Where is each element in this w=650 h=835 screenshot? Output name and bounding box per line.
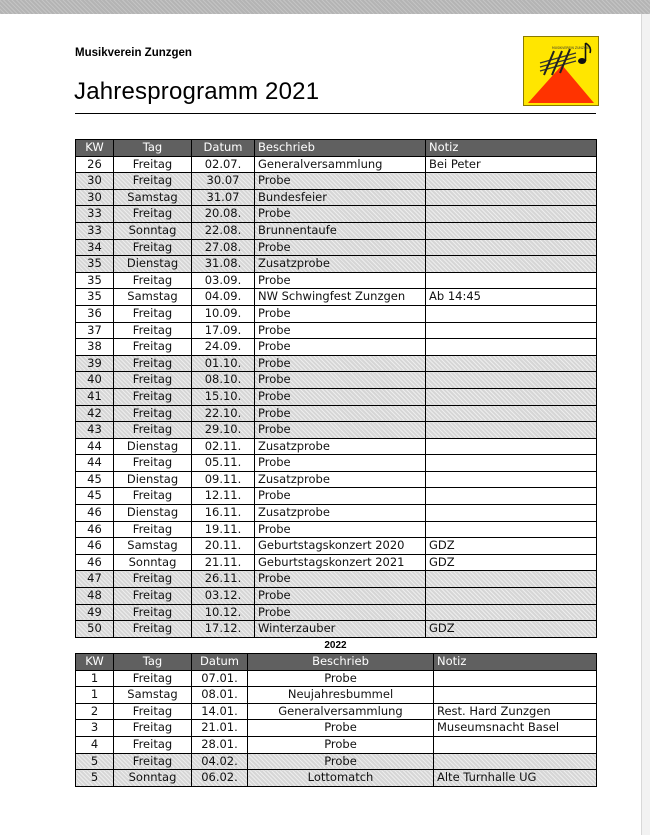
header-beschrieb: Beschrieb [248, 654, 434, 671]
cell-notiz: GDZ [426, 538, 597, 555]
cell-tag: Freitag [114, 388, 192, 405]
cell-kw: 48 [76, 588, 114, 605]
cell-tag: Freitag [114, 521, 192, 538]
page-title: Jahresprogramm 2021 [74, 78, 320, 105]
cell-datum: 24.09. [192, 339, 255, 356]
cell-kw: 42 [76, 405, 114, 422]
cell-tag: Samstag [114, 687, 192, 704]
cell-datum: 10.12. [192, 604, 255, 621]
svg-text:MUSIKVEREIN ZUNZGEN: MUSIKVEREIN ZUNZGEN [552, 46, 591, 50]
cell-beschrieb: Probe [255, 405, 426, 422]
cell-datum: 08.10. [192, 372, 255, 389]
table-row [76, 189, 597, 206]
cell-datum: 20.08. [192, 206, 255, 223]
cell-tag: Dienstag [114, 471, 192, 488]
cell-tag: Dienstag [114, 505, 192, 522]
cell-beschrieb: Zusatzprobe [255, 438, 426, 455]
cell-notiz [434, 670, 597, 687]
cell-notiz [434, 753, 597, 770]
cell-notiz: GDZ [426, 554, 597, 571]
cell-beschrieb: Zusatzprobe [255, 505, 426, 522]
cell-tag: Freitag [114, 604, 192, 621]
cell-datum: 28.01. [192, 736, 248, 753]
table-row [76, 156, 597, 173]
table-row [76, 256, 597, 273]
cell-kw: 44 [76, 455, 114, 472]
table-row [76, 322, 597, 339]
cell-notiz [426, 405, 597, 422]
cell-tag: Freitag [114, 720, 192, 737]
table-row [76, 455, 597, 472]
cell-notiz: GDZ [426, 621, 597, 638]
cell-kw: 46 [76, 521, 114, 538]
cell-beschrieb: Probe [248, 736, 434, 753]
cell-notiz [426, 272, 597, 289]
table-row [76, 339, 597, 356]
cell-kw: 35 [76, 256, 114, 273]
cell-kw: 46 [76, 505, 114, 522]
table-row [76, 687, 597, 704]
cell-beschrieb: Probe [255, 239, 426, 256]
table-row [76, 222, 597, 239]
cell-tag: Freitag [114, 239, 192, 256]
table-row [76, 422, 597, 439]
program-2021-table [75, 139, 597, 638]
cell-tag: Freitag [114, 339, 192, 356]
cell-tag: Freitag [114, 455, 192, 472]
cell-datum: 27.08. [192, 239, 255, 256]
cell-tag: Freitag [114, 173, 192, 190]
cell-datum: 06.02. [192, 770, 248, 787]
year-2022-heading: 2022 [324, 640, 347, 651]
cell-tag: Freitag [114, 405, 192, 422]
cell-beschrieb: Probe [255, 588, 426, 605]
table-row [76, 670, 597, 687]
header-datum: Datum [192, 654, 248, 671]
cell-beschrieb: Zusatzprobe [255, 471, 426, 488]
cell-tag: Freitag [114, 588, 192, 605]
table-row [76, 372, 597, 389]
cell-kw: 45 [76, 488, 114, 505]
cell-notiz [426, 388, 597, 405]
cell-beschrieb: NW Schwingfest Zunzgen [255, 289, 426, 306]
cell-kw: 30 [76, 173, 114, 190]
cell-beschrieb: Bundesfeier [255, 189, 426, 206]
table-row [76, 405, 597, 422]
cell-notiz [426, 173, 597, 190]
cell-datum: 01.10. [192, 355, 255, 372]
table-row [76, 571, 597, 588]
cell-datum: 02.07. [192, 156, 255, 173]
cell-datum: 08.01. [192, 687, 248, 704]
table-row [76, 703, 597, 720]
cell-beschrieb: Probe [255, 339, 426, 356]
cell-datum: 10.09. [192, 305, 255, 322]
cell-kw: 2 [76, 703, 114, 720]
cell-datum: 17.12. [192, 621, 255, 638]
cell-notiz: Alte Turnhalle UG [434, 770, 597, 787]
cell-notiz [426, 521, 597, 538]
header-notiz: Notiz [426, 140, 597, 157]
table-row [76, 588, 597, 605]
header-kw: KW [76, 654, 114, 671]
cell-notiz [434, 687, 597, 704]
cell-kw: 43 [76, 422, 114, 439]
cell-notiz [426, 222, 597, 239]
cell-datum: 22.08. [192, 222, 255, 239]
cell-beschrieb: Probe [255, 455, 426, 472]
cell-datum: 04.02. [192, 753, 248, 770]
table-row [76, 488, 597, 505]
cell-beschrieb: Geburtstagskonzert 2020 [255, 538, 426, 555]
cell-beschrieb: Brunnentaufe [255, 222, 426, 239]
table-row [76, 305, 597, 322]
cell-tag: Freitag [114, 322, 192, 339]
cell-kw: 30 [76, 189, 114, 206]
cell-notiz [426, 256, 597, 273]
cell-beschrieb: Probe [255, 388, 426, 405]
cell-beschrieb: Probe [255, 488, 426, 505]
cell-kw: 45 [76, 471, 114, 488]
page-edge [641, 14, 650, 835]
cell-datum: 21.01. [192, 720, 248, 737]
cell-kw: 46 [76, 538, 114, 555]
cell-tag: Freitag [114, 422, 192, 439]
cell-beschrieb: Probe [248, 720, 434, 737]
table-row [76, 239, 597, 256]
table-row [76, 538, 597, 555]
cell-kw: 40 [76, 372, 114, 389]
cell-notiz [426, 322, 597, 339]
cell-beschrieb: Lottomatch [248, 770, 434, 787]
cell-notiz [426, 422, 597, 439]
cell-datum: 21.11. [192, 554, 255, 571]
cell-notiz [426, 488, 597, 505]
cell-notiz [426, 372, 597, 389]
cell-tag: Samstag [114, 538, 192, 555]
cell-kw: 1 [76, 687, 114, 704]
cell-notiz [426, 571, 597, 588]
cell-tag: Freitag [114, 488, 192, 505]
cell-tag: Freitag [114, 272, 192, 289]
cell-datum: 12.11. [192, 488, 255, 505]
cell-notiz [426, 588, 597, 605]
cell-tag: Samstag [114, 289, 192, 306]
cell-tag: Samstag [114, 189, 192, 206]
cell-kw: 41 [76, 388, 114, 405]
cell-beschrieb: Probe [255, 571, 426, 588]
cell-datum: 15.10. [192, 388, 255, 405]
cell-beschrieb: Probe [255, 173, 426, 190]
cell-kw: 44 [76, 438, 114, 455]
cell-beschrieb: Probe [255, 322, 426, 339]
cell-kw: 37 [76, 322, 114, 339]
cell-tag: Freitag [114, 621, 192, 638]
cell-beschrieb: Probe [255, 355, 426, 372]
cell-datum: 31.07 [192, 189, 255, 206]
cell-kw: 39 [76, 355, 114, 372]
cell-datum: 31.08. [192, 256, 255, 273]
cell-beschrieb: Probe [255, 422, 426, 439]
table-row [76, 388, 597, 405]
cell-notiz [426, 471, 597, 488]
table-header-row [76, 140, 597, 157]
cell-tag: Freitag [114, 372, 192, 389]
cell-kw: 26 [76, 156, 114, 173]
header-datum: Datum [192, 140, 255, 157]
cell-tag: Freitag [114, 670, 192, 687]
cell-tag: Dienstag [114, 256, 192, 273]
cell-kw: 49 [76, 604, 114, 621]
cell-beschrieb: Probe [255, 372, 426, 389]
header-beschrieb: Beschrieb [255, 140, 426, 157]
cell-datum: 09.11. [192, 471, 255, 488]
cell-kw: 4 [76, 736, 114, 753]
table-row [76, 206, 597, 223]
cell-datum: 14.01. [192, 703, 248, 720]
cell-notiz [426, 355, 597, 372]
cell-datum: 03.12. [192, 588, 255, 605]
cell-notiz [426, 206, 597, 223]
table-row [76, 604, 597, 621]
cell-kw: 33 [76, 222, 114, 239]
header-tag: Tag [114, 654, 192, 671]
cell-datum: 17.09. [192, 322, 255, 339]
cell-datum: 30.07 [192, 173, 255, 190]
table-row [76, 272, 597, 289]
organization-name: Musikverein Zunzgen [75, 47, 192, 59]
table-row [76, 173, 597, 190]
cell-datum: 04.09. [192, 289, 255, 306]
cell-kw: 46 [76, 554, 114, 571]
cell-kw: 34 [76, 239, 114, 256]
table-row [76, 554, 597, 571]
cell-tag: Freitag [114, 355, 192, 372]
title-divider [75, 113, 596, 114]
cell-tag: Freitag [114, 703, 192, 720]
cell-datum: 02.11. [192, 438, 255, 455]
cell-kw: 35 [76, 289, 114, 306]
cell-notiz [426, 239, 597, 256]
table-row [76, 621, 597, 638]
cell-beschrieb: Zusatzprobe [255, 256, 426, 273]
header-kw: KW [76, 140, 114, 157]
table-row [76, 471, 597, 488]
cell-beschrieb: Generalversammlung [255, 156, 426, 173]
music-note-logo [523, 36, 599, 106]
cell-datum: 22.10. [192, 405, 255, 422]
cell-kw: 33 [76, 206, 114, 223]
table-row [76, 505, 597, 522]
program-2022-table [75, 653, 597, 787]
cell-tag: Sonntag [114, 222, 192, 239]
cell-datum: 05.11. [192, 455, 255, 472]
cell-kw: 5 [76, 770, 114, 787]
table-row [76, 289, 597, 306]
cell-beschrieb: Probe [255, 206, 426, 223]
cell-notiz: Ab 14:45 [426, 289, 597, 306]
cell-kw: 50 [76, 621, 114, 638]
cell-tag: Freitag [114, 736, 192, 753]
cell-notiz: Bei Peter [426, 156, 597, 173]
cell-beschrieb: Winterzauber [255, 621, 426, 638]
cell-notiz [426, 305, 597, 322]
cell-tag: Freitag [114, 571, 192, 588]
cell-notiz [434, 736, 597, 753]
cell-beschrieb: Probe [248, 670, 434, 687]
table-row [76, 438, 597, 455]
cell-tag: Dienstag [114, 438, 192, 455]
cell-kw: 38 [76, 339, 114, 356]
cell-notiz [426, 505, 597, 522]
cell-beschrieb: Probe [255, 305, 426, 322]
cell-notiz [426, 455, 597, 472]
table-row [76, 521, 597, 538]
cell-datum: 07.01. [192, 670, 248, 687]
cell-beschrieb: Neujahresbummel [248, 687, 434, 704]
cell-tag: Freitag [114, 156, 192, 173]
cell-kw: 36 [76, 305, 114, 322]
cell-datum: 19.11. [192, 521, 255, 538]
cell-notiz [426, 604, 597, 621]
cell-beschrieb: Generalversammlung [248, 703, 434, 720]
cell-kw: 1 [76, 670, 114, 687]
cell-notiz: Rest. Hard Zunzgen [434, 703, 597, 720]
header-tag: Tag [114, 140, 192, 157]
cell-tag: Freitag [114, 305, 192, 322]
cell-kw: 5 [76, 753, 114, 770]
table-row [76, 720, 597, 737]
table-row [76, 753, 597, 770]
cell-datum: 29.10. [192, 422, 255, 439]
cell-datum: 03.09. [192, 272, 255, 289]
cell-datum: 16.11. [192, 505, 255, 522]
table-row [76, 736, 597, 753]
cell-kw: 47 [76, 571, 114, 588]
cell-beschrieb: Probe [248, 753, 434, 770]
cell-tag: Freitag [114, 206, 192, 223]
cell-beschrieb: Probe [255, 272, 426, 289]
cell-datum: 20.11. [192, 538, 255, 555]
table-row [76, 770, 597, 787]
cell-notiz: Museumsnacht Basel [434, 720, 597, 737]
table-header-row [76, 654, 597, 671]
cell-notiz [426, 339, 597, 356]
cell-notiz [426, 438, 597, 455]
header-notiz: Notiz [434, 654, 597, 671]
cell-kw: 3 [76, 720, 114, 737]
cell-tag: Freitag [114, 753, 192, 770]
cell-tag: Sonntag [114, 554, 192, 571]
cell-tag: Sonntag [114, 770, 192, 787]
cell-beschrieb: Geburtstagskonzert 2021 [255, 554, 426, 571]
cell-beschrieb: Probe [255, 521, 426, 538]
cell-beschrieb: Probe [255, 604, 426, 621]
window-top-bar [0, 0, 650, 14]
cell-datum: 26.11. [192, 571, 255, 588]
table-row [76, 355, 597, 372]
cell-kw: 35 [76, 272, 114, 289]
cell-notiz [426, 189, 597, 206]
